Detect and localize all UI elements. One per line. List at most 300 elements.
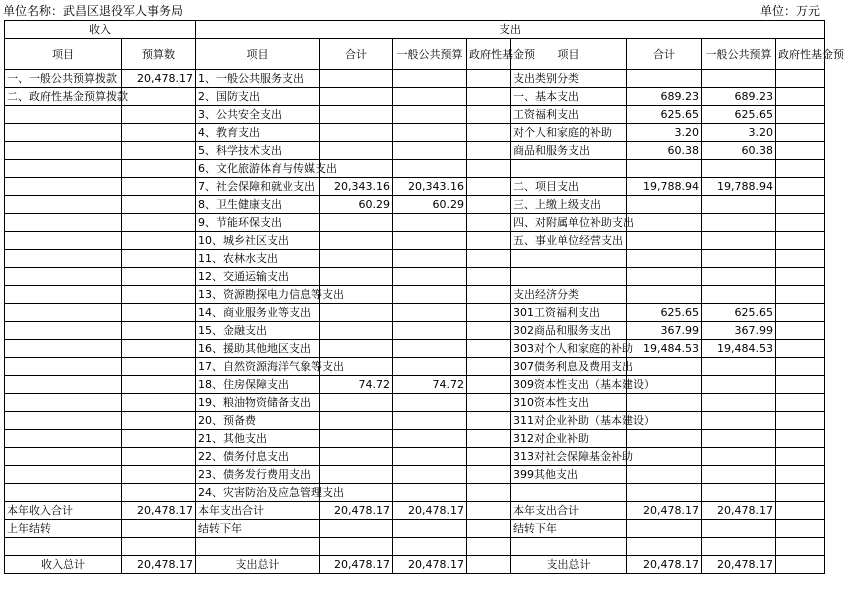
table-cell: 310资本性支出: [511, 394, 627, 412]
table-cell: [702, 196, 776, 214]
table-cell: [320, 124, 393, 142]
table-cell: [702, 250, 776, 268]
table-cell: 3.20: [627, 124, 702, 142]
table-cell: [511, 484, 627, 502]
table-row: [5, 556, 825, 574]
table-cell: [393, 250, 467, 268]
table-row: [5, 412, 825, 430]
table-cell: [122, 394, 196, 412]
table-cell: [122, 520, 196, 538]
table-cell: 12、交通运输支出: [196, 268, 320, 286]
table-cell: [776, 520, 825, 538]
table-cell: [702, 466, 776, 484]
table-cell: [320, 322, 393, 340]
func-general-header: 一般公共预算: [393, 39, 467, 70]
table-cell: [320, 250, 393, 268]
table-cell: [776, 250, 825, 268]
table-cell: 三、上缴上级支出: [511, 196, 627, 214]
table-cell: [702, 394, 776, 412]
table-cell: [5, 466, 122, 484]
table-cell: [320, 520, 393, 538]
table-cell: [702, 232, 776, 250]
table-cell: 11、农林水支出: [196, 250, 320, 268]
table-cell: [320, 214, 393, 232]
table-cell: [702, 412, 776, 430]
table-row: [5, 394, 825, 412]
table-cell: 399其他支出: [511, 466, 627, 484]
table-cell: [5, 448, 122, 466]
table-cell: [393, 340, 467, 358]
table-cell: [393, 412, 467, 430]
table-cell: 689.23: [702, 88, 776, 106]
table-cell: [5, 178, 122, 196]
table-row: [5, 538, 825, 556]
table-cell: [122, 160, 196, 178]
table-cell: [320, 88, 393, 106]
table-cell: [467, 412, 511, 430]
table-row: [5, 70, 825, 88]
table-cell: [467, 196, 511, 214]
table-cell: [122, 286, 196, 304]
table-cell: 二、政府性基金预算拨款: [5, 88, 122, 106]
table-cell: [122, 196, 196, 214]
table-cell: [511, 160, 627, 178]
table-row: [5, 322, 825, 340]
table-cell: [776, 376, 825, 394]
table-cell: [467, 484, 511, 502]
table-row: [5, 196, 825, 214]
table-cell: 23、债务发行费用支出: [196, 466, 320, 484]
table-cell: 19,788.94: [627, 178, 702, 196]
table-cell: [467, 88, 511, 106]
table-cell: 20,478.17: [122, 556, 196, 574]
table-row: [5, 484, 825, 502]
table-cell: [702, 214, 776, 232]
table-row: [5, 340, 825, 358]
table-cell: [467, 286, 511, 304]
table-cell: [320, 538, 393, 556]
table-cell: 625.65: [702, 106, 776, 124]
table-cell: [393, 106, 467, 124]
table-cell: [122, 484, 196, 502]
table-cell: 367.99: [702, 322, 776, 340]
table-cell: 结转下年: [196, 520, 320, 538]
table-cell: [122, 214, 196, 232]
table-row: [5, 304, 825, 322]
table-cell: [627, 160, 702, 178]
table-cell: [122, 466, 196, 484]
table-cell: [393, 286, 467, 304]
table-cell: [393, 214, 467, 232]
table-cell: [627, 214, 702, 232]
table-cell: 312对企业补助: [511, 430, 627, 448]
report-header: [0, 0, 828, 18]
table-cell: [393, 430, 467, 448]
table-cell: 19,484.53: [627, 340, 702, 358]
table-row: [5, 250, 825, 268]
table-cell: 20,478.17: [393, 556, 467, 574]
table-cell: [467, 448, 511, 466]
table-cell: [393, 88, 467, 106]
table-cell: 13、资源勘探电力信息等支出: [196, 286, 320, 304]
table-cell: [5, 160, 122, 178]
table-cell: [5, 394, 122, 412]
table-cell: [122, 178, 196, 196]
table-cell: [5, 286, 122, 304]
table-cell: [122, 322, 196, 340]
table-cell: 支出类别分类: [511, 70, 627, 88]
table-row: [5, 214, 825, 232]
table-cell: [320, 430, 393, 448]
table-cell: [5, 196, 122, 214]
table-cell: 3、公共安全支出: [196, 106, 320, 124]
table-cell: 302商品和服务支出: [511, 322, 627, 340]
table-cell: [5, 430, 122, 448]
table-cell: [776, 160, 825, 178]
table-row: [5, 376, 825, 394]
table-cell: 20、预备费: [196, 412, 320, 430]
table-cell: [467, 466, 511, 484]
table-cell: 19,788.94: [702, 178, 776, 196]
table-cell: [122, 340, 196, 358]
table-cell: [702, 268, 776, 286]
table-cell: 21、其他支出: [196, 430, 320, 448]
table-cell: [467, 268, 511, 286]
table-cell: [702, 358, 776, 376]
table-row: [5, 268, 825, 286]
table-cell: 19、粮油物资储备支出: [196, 394, 320, 412]
table-cell: [627, 286, 702, 304]
econ-general-header: 一般公共预算: [702, 39, 776, 70]
table-cell: [393, 304, 467, 322]
func-total-header: 合计: [320, 39, 393, 70]
table-cell: [627, 484, 702, 502]
table-cell: [320, 268, 393, 286]
table-cell: [122, 268, 196, 286]
table-cell: [776, 142, 825, 160]
table-row: [5, 124, 825, 142]
table-cell: [627, 394, 702, 412]
unit-name: 单位名称：武昌区退役军人事务局: [3, 4, 184, 18]
table-cell: 15、金融支出: [196, 322, 320, 340]
table-cell: 2、国防支出: [196, 88, 320, 106]
table-cell: [5, 268, 122, 286]
currency-unit: 单位：万元: [759, 4, 820, 18]
table-cell: [5, 538, 122, 556]
table-cell: 4、教育支出: [196, 124, 320, 142]
table-cell: 20,478.17: [627, 556, 702, 574]
table-cell: 18、住房保障支出: [196, 376, 320, 394]
table-row: [5, 106, 825, 124]
table-cell: 四、对附属单位补助支出: [511, 214, 627, 232]
table-cell: [627, 358, 702, 376]
table-row: [5, 88, 825, 106]
table-cell: [467, 142, 511, 160]
table-cell: 20,478.17: [122, 70, 196, 88]
table-cell: [122, 232, 196, 250]
income-budget-header: 预算数: [122, 39, 196, 70]
table-cell: 支出总计: [196, 556, 320, 574]
table-cell: [702, 286, 776, 304]
table-cell: 本年支出合计: [511, 502, 627, 520]
table-cell: 对个人和家庭的补助: [511, 124, 627, 142]
table-cell: 上年结转: [5, 520, 122, 538]
table-cell: [393, 466, 467, 484]
table-cell: [467, 160, 511, 178]
table-cell: 689.23: [627, 88, 702, 106]
table-cell: 60.38: [702, 142, 776, 160]
table-cell: [467, 340, 511, 358]
table-cell: [5, 214, 122, 232]
header-row-2: [5, 39, 825, 70]
table-cell: [702, 430, 776, 448]
table-cell: [393, 358, 467, 376]
table-cell: [467, 106, 511, 124]
table-cell: [702, 160, 776, 178]
table-cell: [467, 304, 511, 322]
table-cell: 20,478.17: [122, 502, 196, 520]
income-header: 收入: [5, 21, 196, 39]
table-cell: [627, 268, 702, 286]
table-cell: 74.72: [320, 376, 393, 394]
table-cell: 60.38: [627, 142, 702, 160]
table-cell: 20,478.17: [627, 502, 702, 520]
table-cell: [5, 142, 122, 160]
table-cell: 20,478.17: [393, 502, 467, 520]
header-row-1: [5, 21, 825, 39]
table-cell: [467, 178, 511, 196]
table-cell: 本年收入合计: [5, 502, 122, 520]
table-cell: 14、商业服务业等支出: [196, 304, 320, 322]
table-cell: 60.29: [393, 196, 467, 214]
table-cell: 20,478.17: [320, 556, 393, 574]
table-cell: 311对企业补助（基本建设）: [511, 412, 627, 430]
table-cell: [467, 322, 511, 340]
table-cell: 625.65: [627, 304, 702, 322]
table-cell: 1、一般公共服务支出: [196, 70, 320, 88]
table-cell: [511, 250, 627, 268]
table-cell: [627, 466, 702, 484]
table-row: [5, 520, 825, 538]
table-cell: 307债务利息及费用支出: [511, 358, 627, 376]
table-cell: [627, 196, 702, 214]
table-cell: 20,478.17: [702, 502, 776, 520]
table-cell: [393, 394, 467, 412]
table-cell: [393, 124, 467, 142]
table-row: [5, 430, 825, 448]
table-cell: [122, 106, 196, 124]
table-cell: [393, 232, 467, 250]
func-item-header: 项目: [196, 39, 320, 70]
table-cell: [467, 376, 511, 394]
income-item-header: 项目: [5, 39, 122, 70]
table-cell: [776, 196, 825, 214]
table-cell: [776, 232, 825, 250]
expense-header: 支出: [196, 21, 825, 39]
table-cell: [776, 556, 825, 574]
table-cell: [702, 538, 776, 556]
table-cell: 20,343.16: [320, 178, 393, 196]
table-cell: 367.99: [627, 322, 702, 340]
table-cell: [776, 484, 825, 502]
table-cell: 313对社会保障基金补助: [511, 448, 627, 466]
table-cell: [467, 232, 511, 250]
table-cell: [776, 70, 825, 88]
table-cell: 一、基本支出: [511, 88, 627, 106]
table-cell: 支出总计: [511, 556, 627, 574]
budget-table: [4, 20, 844, 574]
table-cell: 74.72: [393, 376, 467, 394]
table-cell: [776, 538, 825, 556]
table-cell: [393, 484, 467, 502]
table-cell: 16、援助其他地区支出: [196, 340, 320, 358]
table-cell: 19,484.53: [702, 340, 776, 358]
table-cell: [5, 322, 122, 340]
table-cell: 收入总计: [5, 556, 122, 574]
table-cell: [5, 376, 122, 394]
table-cell: [122, 538, 196, 556]
table-cell: 301工资福利支出: [511, 304, 627, 322]
table-cell: [5, 106, 122, 124]
table-cell: 20,478.17: [320, 502, 393, 520]
table-cell: [393, 160, 467, 178]
table-cell: [776, 394, 825, 412]
table-cell: 6、文化旅游体育与传媒支出: [196, 160, 320, 178]
table-cell: [776, 358, 825, 376]
table-row: [5, 286, 825, 304]
table-row: [5, 358, 825, 376]
econ-fund-header: 政府性基金预: [776, 39, 825, 70]
table-cell: 20,478.17: [702, 556, 776, 574]
table-cell: [776, 178, 825, 196]
table-cell: [776, 304, 825, 322]
econ-total-header: 合计: [627, 39, 702, 70]
table-cell: 结转下年: [511, 520, 627, 538]
table-row: [5, 232, 825, 250]
table-row: [5, 502, 825, 520]
table-cell: 支出经济分类: [511, 286, 627, 304]
table-cell: 625.65: [702, 304, 776, 322]
table-cell: [776, 448, 825, 466]
table-cell: [320, 304, 393, 322]
table-cell: [467, 124, 511, 142]
table-cell: 10、城乡社区支出: [196, 232, 320, 250]
table-cell: [627, 232, 702, 250]
table-cell: [627, 70, 702, 88]
table-cell: [627, 430, 702, 448]
table-cell: [776, 268, 825, 286]
table-row: [5, 178, 825, 196]
table-cell: 17、自然资源海洋气象等支出: [196, 358, 320, 376]
table-cell: 8、卫生健康支出: [196, 196, 320, 214]
table-cell: 22、债务付息支出: [196, 448, 320, 466]
table-cell: [467, 556, 511, 574]
table-cell: [467, 394, 511, 412]
table-cell: [702, 70, 776, 88]
table-cell: [320, 412, 393, 430]
table-cell: [467, 520, 511, 538]
table-cell: [5, 484, 122, 502]
table-cell: [467, 214, 511, 232]
table-cell: [627, 448, 702, 466]
table-row: [5, 160, 825, 178]
table-cell: 本年支出合计: [196, 502, 320, 520]
table-cell: [702, 448, 776, 466]
table-cell: [122, 376, 196, 394]
func-fund-header: 政府性基金预: [467, 39, 511, 70]
table-cell: 五、事业单位经营支出: [511, 232, 627, 250]
table-row: [5, 448, 825, 466]
table-cell: [122, 88, 196, 106]
table-cell: [467, 502, 511, 520]
table-cell: 工资福利支出: [511, 106, 627, 124]
table-cell: [776, 106, 825, 124]
table-cell: [320, 142, 393, 160]
table-cell: [5, 250, 122, 268]
table-cell: [776, 412, 825, 430]
table-cell: 7、社会保障和就业支出: [196, 178, 320, 196]
table-cell: 9、节能环保支出: [196, 214, 320, 232]
table-cell: [320, 448, 393, 466]
table-cell: [393, 70, 467, 88]
table-cell: 303对个人和家庭的补助: [511, 340, 627, 358]
table-cell: [467, 430, 511, 448]
table-row: [5, 466, 825, 484]
table-cell: [320, 340, 393, 358]
table-cell: [511, 268, 627, 286]
table-cell: [320, 70, 393, 88]
table-cell: [320, 466, 393, 484]
table-cell: 24、灾害防治及应急管理支出: [196, 484, 320, 502]
table-cell: [467, 70, 511, 88]
table-cell: [122, 124, 196, 142]
table-cell: [122, 412, 196, 430]
table-cell: [627, 250, 702, 268]
table-cell: 625.65: [627, 106, 702, 124]
table-cell: [776, 340, 825, 358]
table-cell: [122, 430, 196, 448]
table-cell: [5, 412, 122, 430]
table-cell: [122, 358, 196, 376]
table-cell: [5, 232, 122, 250]
table-cell: [467, 358, 511, 376]
table-cell: [5, 304, 122, 322]
table-cell: [122, 142, 196, 160]
table-cell: [393, 520, 467, 538]
table-cell: [196, 538, 320, 556]
table-cell: 309资本性支出（基本建设）: [511, 376, 627, 394]
table-cell: 20,343.16: [393, 178, 467, 196]
table-cell: [627, 520, 702, 538]
table-cell: [5, 340, 122, 358]
table-cell: [776, 214, 825, 232]
table-cell: 商品和服务支出: [511, 142, 627, 160]
table-cell: [393, 322, 467, 340]
table-cell: 3.20: [702, 124, 776, 142]
table-cell: [320, 106, 393, 124]
table-cell: [702, 376, 776, 394]
table-cell: [393, 448, 467, 466]
table-cell: [320, 394, 393, 412]
table-cell: [776, 286, 825, 304]
table-cell: [467, 250, 511, 268]
table-cell: [776, 466, 825, 484]
table-cell: 二、项目支出: [511, 178, 627, 196]
table-cell: [702, 520, 776, 538]
table-cell: [702, 484, 776, 502]
table-cell: [776, 88, 825, 106]
table-cell: [122, 448, 196, 466]
